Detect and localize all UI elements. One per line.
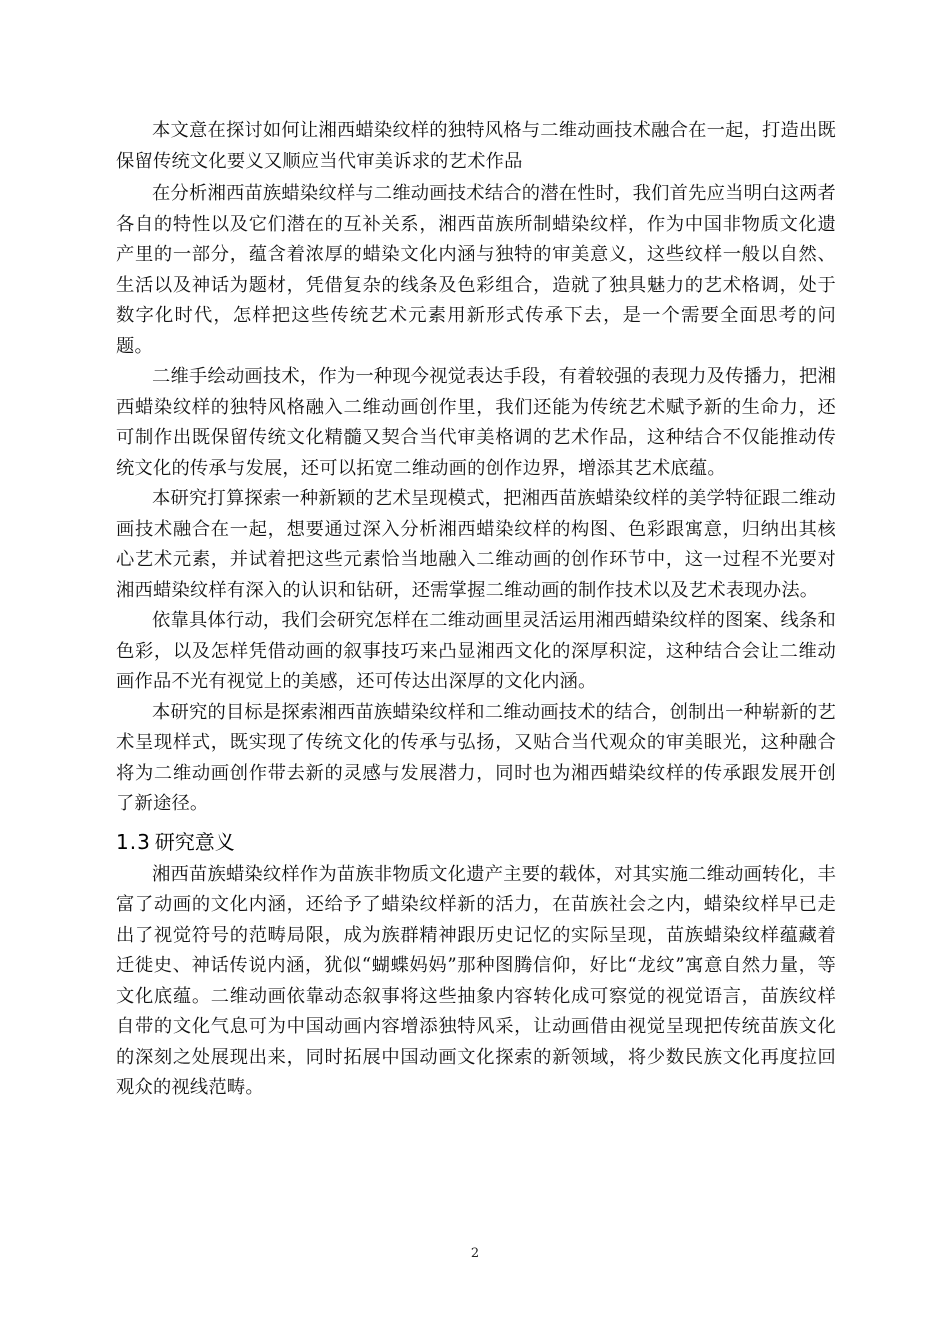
- paragraph: 湘西苗族蜡染纹样作为苗族非物质文化遗产主要的载体，对其实施二维动画转化，丰富了动画的文化内涵，还给予了蜡染纹样新的活力，在苗族社会之内，蜡染纹样早已走出了视觉符号的范畴局限，成为族群精神跟历史记忆的实际呈现，苗族蜡染纹样蕴藏着迁徙史、神话传说内涵，犹似“蝴蝶妈妈”那种图腾信仰，好比“龙纹”寓意自然力量，等文化底蕴。二维动画依靠动态叙事将这些抽象内容转化成可察觉的视觉语言，苗族纹样自带的文化气息可为中国动画内容增添独特风采，让动画借由视觉呈现把传统苗族文化的深刻之处展现出来，同时拓展中国动画文化探索的新领域，将少数民族文化再度拉回观众的视线范畴。: [116, 863, 836, 1098]
- paragraph: 二维手绘动画技术，作为一种现今视觉表达手段，有着较强的表现力及传播力，把湘西蜡染纹样的独特风格融入二维动画创作里，我们还能为传统艺术赋予新的生命力，还可制作出既保留传统文化精髓又契合当代审美格调的艺术作品，这种结合不仅能推动传统文化的传承与发展，还可以拓宽二维动画的创作边界，增添其艺术底蕴。: [116, 366, 836, 479]
- paragraph: 依靠具体行动，我们会研究怎样在二维动画里灵活运用湘西蜡染纹样的图案、线条和色彩，以及怎样凭借动画的叙事技巧来凸显湘西文化的深厚积淀，这种结合会让二维动画作品不光有视觉上的美感，还可传达出深厚的文化内涵。: [116, 610, 836, 692]
- paragraph: 在分析湘西苗族蜡染纹样与二维动画技术结合的潜在性时，我们首先应当明白这两者各自的特性以及它们潜在的互补关系，湘西苗族所制蜡染纹样，作为中国非物质文化遗产里的一部分，蕴含着浓厚的蜡染文化内涵与独特的审美意义，这些纹样一般以自然、生活以及神话为题材，凭借复杂的线条及色彩组合，造就了独具魅力的艺术格调，处于数字化时代，怎样把这些传统艺术元素用新形式传承下去，是一个需要全面思考的问题。: [116, 183, 836, 357]
- paragraph: 本文意在探讨如何让湘西蜡染纹样的独特风格与二维动画技术融合在一起，打造出既保留传统文化要义又顺应当代审美诉求的艺术作品: [116, 120, 836, 172]
- page-number: 2: [470, 1246, 480, 1261]
- paragraph: 本研究的目标是探索湘西苗族蜡染纹样和二维动画技术的结合，创制出一种崭新的艺术呈现样式，既实现了传统文化的传承与弘扬，又贴合当代观众的审美眼光，这种融合将为二维动画创作带去新的灵感与发展潜力，同时也为湘西蜡染纹样的传承跟发展开创了新途径。: [116, 701, 836, 814]
- section-heading: [116, 824, 836, 860]
- section-title: 研究意义: [154, 829, 235, 854]
- paragraph: 本研究打算探索一种新颖的艺术呈现模式，把湘西苗族蜡染纹样的美学特征跟二维动画技术融合在一起，想要通过深入分析湘西蜡染纹样的构图、色彩跟寓意，归纳出其核心艺术元素，并试着把这些元素恰当地融入二维动画的创作环节中，这一过程不光要对湘西蜡染纹样有深入的认识和钻研，还需掌握二维动画的制作技术以及艺术表现办法。: [116, 488, 836, 601]
- body-text: [116, 116, 836, 1104]
- section-number: 1.3: [116, 829, 151, 854]
